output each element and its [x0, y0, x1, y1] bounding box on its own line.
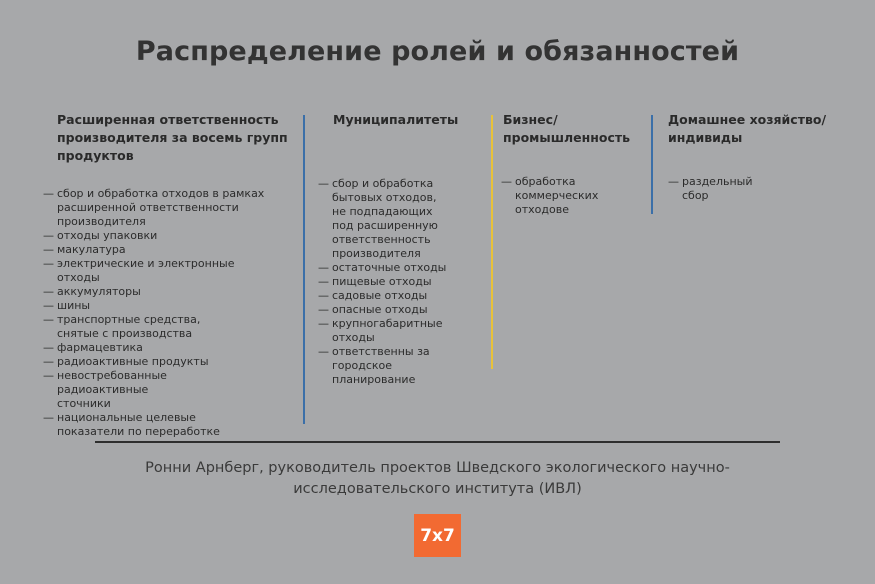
column-list [668, 175, 768, 203]
list-item: — остаточные отходы [318, 261, 476, 275]
list-item: — фармацевтика [43, 341, 271, 355]
column-business [503, 111, 643, 217]
logo-7x7: 7x7 [414, 514, 461, 557]
list-item: — крупногабаритные отходы [318, 317, 452, 345]
column-list [501, 175, 611, 217]
list-item: — отходы упаковки [43, 229, 271, 243]
column-heading: Муниципалитеты [333, 112, 459, 127]
attribution-text [0, 458, 875, 500]
list-item: — национальные целевые показатели по переработке [43, 411, 237, 439]
column-heading: Домашнее хозяйство/ индивиды [668, 112, 827, 145]
list-item: — садовые отходы [318, 289, 476, 303]
list-item: — шины [43, 299, 271, 313]
attribution-line: Ронни Арнберг, руководитель проектов Шведского экологического научно-исследовательского института (ИВЛ) [145, 460, 730, 497]
list-item: — невостребованные радиоактивные сточники [43, 369, 177, 411]
column-divider [651, 115, 653, 214]
list-item: — сбор и обработка отходов в рамках расширенной ответственности производителя [43, 187, 271, 229]
list-item: — транспортные средства, снятые с производства [43, 313, 217, 341]
column-municipalities [318, 111, 488, 387]
column-household [668, 111, 838, 203]
list-item: — сбор и обработка бытовых отходов, не подпадающих под расширенную ответственность производителя [318, 177, 447, 261]
column-list [43, 187, 271, 439]
column-producer-responsibility [57, 111, 297, 439]
list-item: — пищевые отходы [318, 275, 476, 289]
list-item: — раздельный сбор [668, 175, 760, 203]
column-list [318, 177, 476, 387]
column-divider [303, 115, 305, 424]
list-item: — ответственны за городское планирование [318, 345, 476, 387]
page-title: Распределение ролей и обязанностей [135, 36, 740, 67]
column-heading: Расширенная ответственность производителя за восемь групп продуктов [57, 112, 288, 163]
list-item: — опасные отходы [318, 303, 476, 317]
list-item: — макулатура [43, 243, 271, 257]
horizontal-rule [95, 441, 780, 443]
list-item: — радиоактивные продукты [43, 355, 271, 369]
column-heading: Бизнес/ промышленность [503, 112, 631, 145]
list-item: — электрические и электронные отходы [43, 257, 247, 285]
list-item: — обработка коммерческих отходове [501, 175, 603, 217]
list-item: — аккумуляторы [43, 285, 271, 299]
column-divider [491, 115, 493, 369]
